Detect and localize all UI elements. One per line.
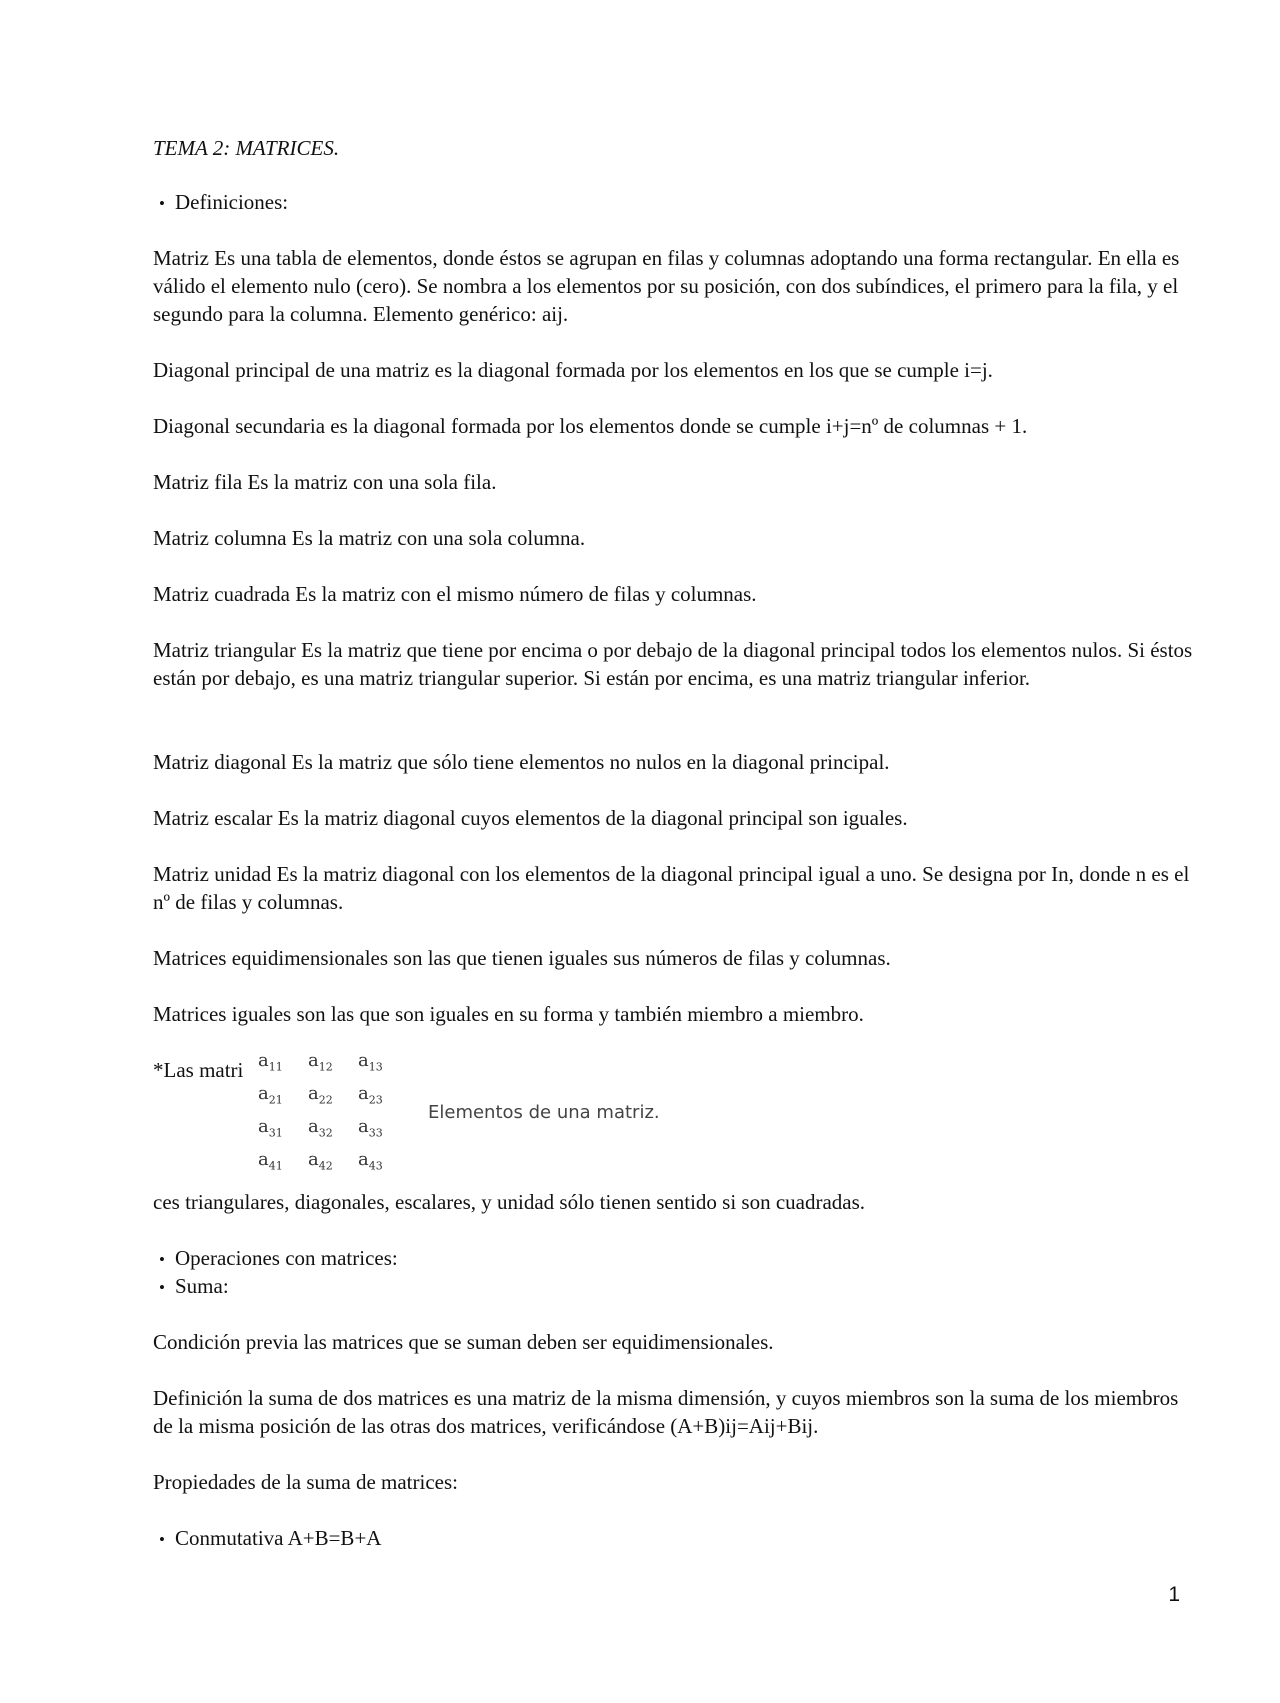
matrix-element: $a_{22}$ xyxy=(308,1083,333,1107)
matrix-element: $a_{42}$ xyxy=(308,1149,333,1173)
paragraph-matriz-triangular: Matriz triangular Es la matriz que tiene por encima o por debajo de la diagonal principal todos los elementos nulos. Si éstos están por debajo, es una matriz triangular superior. Si están por encima, es una matriz triangular inferior. xyxy=(153,638,1193,690)
paragraph-matriz-fila: Matriz fila Es la matriz con una sola fila. xyxy=(153,470,497,494)
paragraph-propiedades: Propiedades de la suma de matrices: xyxy=(153,1470,458,1494)
paragraph-equidimensionales: Matrices equidimensionales son las que tienen iguales sus números de filas y columnas. xyxy=(153,946,891,970)
page-number: 1 xyxy=(1168,1583,1180,1606)
paragraph-matriz-unidad: Matriz unidad Es la matriz diagonal con los elementos de la diagonal principal igual a uno. Se designa por In, donde n es el nº de filas y columnas. xyxy=(153,862,1190,914)
page-title: TEMA 2: MATRICES. xyxy=(153,136,340,160)
matrix-element: $a_{43}$ xyxy=(358,1149,383,1173)
figure-caption: Elementos de una matriz. xyxy=(428,1102,660,1123)
matrix-element: $a_{11}$ xyxy=(258,1050,283,1074)
paragraph-diagonal-principal: Diagonal principal de una matriz es la diagonal formada por los elementos en los que se cumple i=j. xyxy=(153,358,993,382)
matrix-element: $a_{32}$ xyxy=(308,1116,333,1140)
paragraph-condicion: Condición previa las matrices que se suman deben ser equidimensionales. xyxy=(153,1330,774,1354)
paragraph-matriz-cuadrada: Matriz cuadrada Es la matriz con el mismo número de filas y columnas. xyxy=(153,582,757,606)
suma-heading: • Suma: xyxy=(153,1272,1193,1302)
definitions-heading: • Definiciones: xyxy=(153,188,1193,218)
paragraph-nota-start: *Las matri xyxy=(153,1058,244,1082)
paragraph-matriz-columna: Matriz columna Es la matriz con una sola columna. xyxy=(153,526,586,550)
paragraph-matriz-escalar: Matriz escalar Es la matriz diagonal cuyos elementos de la diagonal principal son iguales. xyxy=(153,806,908,830)
matrix-element: $a_{13}$ xyxy=(358,1050,383,1074)
paragraph-definicion: Definición la suma de dos matrices es una matriz de la misma dimensión, y cuyos miembros son la suma de los miembros de la misma posición de las otras dos matrices, verificándose (A+B)ij=Aij+Bij. xyxy=(153,1386,1179,1438)
matrix-element: $a_{23}$ xyxy=(358,1083,383,1107)
conmutativa-item: • Conmutativa A+B=B+A xyxy=(153,1524,1193,1554)
paragraph-matriz-diagonal: Matriz diagonal Es la matriz que sólo tiene elementos no nulos en la diagonal principal. xyxy=(153,750,890,774)
paragraph-diagonal-secundaria: Diagonal secundaria es la diagonal formada por los elementos donde se cumple i+j=nº de columnas + 1. xyxy=(153,414,1028,438)
paragraph-nota-end: ces triangulares, diagonales, escalares, y unidad sólo tienen sentido si son cuadradas. xyxy=(153,1190,866,1214)
matrix-elements-figure xyxy=(258,1050,658,1182)
matrix-element: $a_{41}$ xyxy=(258,1149,283,1173)
matrix-element: $a_{21}$ xyxy=(258,1083,283,1107)
operaciones-heading: • Operaciones con matrices: xyxy=(153,1244,1193,1274)
paragraph-matrices-iguales: Matrices iguales son las que son iguales en su forma y también miembro a miembro. xyxy=(153,1002,864,1026)
matrix-element: $a_{33}$ xyxy=(358,1116,383,1140)
matrix-element: $a_{31}$ xyxy=(258,1116,283,1140)
matrix-element: $a_{12}$ xyxy=(308,1050,333,1074)
paragraph-matriz: Matriz Es una tabla de elementos, donde éstos se agrupan en filas y columnas adoptando una forma rectangular. En ella es válido el elemento nulo (cero). Se nombra a los elementos por su posición, con dos subíndices, el primero para la fila, y el segundo para la columna. Elemento genérico: aij. xyxy=(153,246,1180,326)
